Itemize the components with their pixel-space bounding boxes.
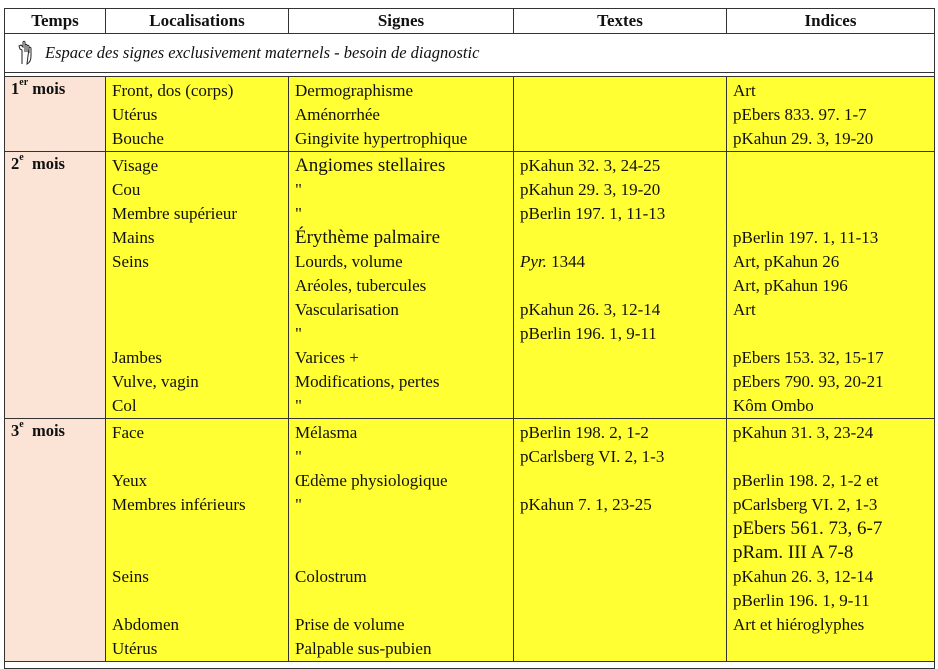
indice bbox=[733, 178, 928, 202]
texte bbox=[520, 226, 720, 250]
signe: Œdème physiologique bbox=[295, 471, 448, 490]
texte bbox=[520, 517, 720, 541]
month-row-2 bbox=[5, 152, 935, 419]
localisation: Face bbox=[112, 423, 145, 442]
localisation: Col bbox=[112, 396, 137, 415]
month-row-3 bbox=[5, 419, 935, 662]
texte: pCarlsberg VI. 2, 1-3 bbox=[520, 447, 665, 466]
note-text: Espace des signes exclusivement maternels - besoin de diagnostic bbox=[45, 43, 480, 62]
header-signes: Signes bbox=[289, 9, 514, 34]
textes-cell bbox=[514, 77, 727, 152]
texte bbox=[520, 79, 720, 103]
texte-pyr bbox=[520, 250, 720, 274]
localisation bbox=[112, 517, 282, 541]
localisation: Cou bbox=[112, 180, 141, 199]
signe: " bbox=[295, 204, 302, 223]
header-temps: Temps bbox=[5, 9, 106, 34]
note bbox=[5, 34, 934, 72]
texte-pyr-abbr: Pyr. bbox=[520, 252, 547, 271]
texte: pBerlin 198. 2, 1-2 bbox=[520, 423, 649, 442]
localisation: Visage bbox=[112, 156, 159, 175]
localisation: Abdomen bbox=[112, 615, 180, 634]
localisation bbox=[112, 322, 282, 346]
texte-pyr-number: 1344 bbox=[546, 252, 586, 271]
indice: pKahun 26. 3, 12-14 bbox=[733, 567, 874, 586]
localisation: Seins bbox=[112, 567, 149, 586]
temps-cell bbox=[5, 77, 106, 152]
indice: pBerlin 196. 1, 9-11 bbox=[733, 591, 870, 610]
indice: pEbers 833. 97. 1-7 bbox=[733, 105, 867, 124]
localisation: Membre supérieur bbox=[112, 204, 238, 223]
localisation bbox=[112, 541, 282, 565]
indice bbox=[733, 322, 928, 346]
signes-cell bbox=[289, 419, 514, 662]
indice: pKahun 29. 3, 19-20 bbox=[733, 129, 874, 148]
header-localisations: Localisations bbox=[106, 9, 289, 34]
localisation: Seins bbox=[112, 252, 149, 271]
month-word: mois bbox=[32, 79, 66, 98]
indice: pEbers 561. 73, 6-7 bbox=[733, 518, 883, 539]
indice: pKahun 31. 3, 23-24 bbox=[733, 423, 874, 442]
signs-table bbox=[4, 8, 935, 669]
localisation: Jambes bbox=[112, 348, 163, 367]
indice: Art, pKahun 26 bbox=[733, 252, 840, 271]
localisation bbox=[112, 445, 282, 469]
signe: Palpable sus-pubien bbox=[295, 639, 432, 658]
temps-cell bbox=[5, 152, 106, 419]
signe: Angiomes stellaires bbox=[295, 155, 446, 176]
indice bbox=[733, 445, 928, 469]
localisation bbox=[112, 589, 282, 613]
signe: Vascularisation bbox=[295, 300, 399, 319]
texte: pKahun 26. 3, 12-14 bbox=[520, 300, 661, 319]
signe: " bbox=[295, 180, 302, 199]
localisation: Utérus bbox=[112, 639, 158, 658]
header-row bbox=[5, 9, 935, 34]
indice bbox=[733, 637, 928, 661]
signe: Érythème palmaire bbox=[295, 227, 441, 248]
temps-cell bbox=[5, 419, 106, 662]
texte bbox=[520, 469, 720, 493]
localisation: Vulve, vagin bbox=[112, 372, 199, 391]
month-row-1 bbox=[5, 77, 935, 152]
indice bbox=[733, 154, 928, 178]
month-sup: e bbox=[19, 419, 24, 430]
month-number: 1 bbox=[11, 79, 20, 98]
localisation: Yeux bbox=[112, 471, 148, 490]
indices-cell bbox=[727, 152, 935, 419]
pointing-hand-icon bbox=[15, 40, 35, 66]
signes-cell bbox=[289, 77, 514, 152]
localisations-cell bbox=[106, 77, 289, 152]
signe bbox=[295, 541, 507, 565]
indice: pRam. III A 7-8 bbox=[733, 542, 854, 563]
trailing-row bbox=[5, 662, 935, 669]
month-number: 3 bbox=[11, 421, 20, 440]
signe bbox=[295, 589, 507, 613]
indice: pBerlin 197. 1, 11-13 bbox=[733, 228, 879, 247]
signes-cell bbox=[289, 152, 514, 419]
texte: pKahun 29. 3, 19-20 bbox=[520, 180, 661, 199]
signe: Aménorrhée bbox=[295, 105, 380, 124]
month-number: 2 bbox=[11, 154, 20, 173]
signe: Dermographisme bbox=[295, 81, 414, 100]
signe: Lourds, volume bbox=[295, 252, 403, 271]
note-row bbox=[5, 34, 935, 73]
texte bbox=[520, 274, 720, 298]
texte bbox=[520, 127, 720, 151]
signe: " bbox=[295, 447, 302, 466]
signe: Gingivite hypertrophique bbox=[295, 129, 468, 148]
textes-cell bbox=[514, 419, 727, 662]
textes-cell bbox=[514, 152, 727, 419]
texte bbox=[520, 346, 720, 370]
indice bbox=[733, 202, 928, 226]
indice: Kôm Ombo bbox=[733, 396, 814, 415]
header-indices: Indices bbox=[727, 9, 935, 34]
indice: Art, pKahun 196 bbox=[733, 276, 848, 295]
localisations-cell bbox=[106, 419, 289, 662]
indices-cell bbox=[727, 77, 935, 152]
localisation: Mains bbox=[112, 228, 155, 247]
signe: Varices + bbox=[295, 348, 359, 367]
localisation bbox=[112, 298, 282, 322]
localisation bbox=[112, 274, 282, 298]
localisation: Front, dos (corps) bbox=[112, 81, 234, 100]
signe: " bbox=[295, 495, 302, 514]
signe: Modifications, pertes bbox=[295, 372, 440, 391]
texte: pBerlin 197. 1, 11-13 bbox=[520, 204, 666, 223]
month-word: mois bbox=[31, 421, 65, 440]
texte bbox=[520, 589, 720, 613]
month-sup: e bbox=[19, 152, 24, 163]
header-textes: Textes bbox=[514, 9, 727, 34]
localisation: Membres inférieurs bbox=[112, 495, 246, 514]
texte bbox=[520, 103, 720, 127]
indice: pBerlin 198. 2, 1-2 et bbox=[733, 471, 879, 490]
indice: pCarlsberg VI. 2, 1-3 bbox=[733, 495, 878, 514]
signe: Prise de volume bbox=[295, 615, 405, 634]
signe: Colostrum bbox=[295, 567, 367, 586]
localisation: Bouche bbox=[112, 129, 164, 148]
indice: pEbers 153. 32, 15-17 bbox=[733, 348, 884, 367]
indice: Art bbox=[733, 300, 756, 319]
signe: Aréoles, tubercules bbox=[295, 276, 427, 295]
localisation: Utérus bbox=[112, 105, 158, 124]
month-sup: er bbox=[19, 77, 29, 88]
indice: pEbers 790. 93, 20-21 bbox=[733, 372, 884, 391]
texte: pKahun 7. 1, 23-25 bbox=[520, 495, 652, 514]
texte bbox=[520, 613, 720, 637]
texte: pKahun 32. 3, 24-25 bbox=[520, 156, 661, 175]
texte bbox=[520, 394, 720, 418]
signe bbox=[295, 517, 507, 541]
indice: Art bbox=[733, 81, 756, 100]
signe: " bbox=[295, 396, 302, 415]
texte bbox=[520, 541, 720, 565]
texte: pBerlin 196. 1, 9-11 bbox=[520, 324, 657, 343]
signe: " bbox=[295, 324, 302, 343]
month-word: mois bbox=[31, 154, 65, 173]
indices-cell bbox=[727, 419, 935, 662]
texte bbox=[520, 565, 720, 589]
signe: Mélasma bbox=[295, 423, 358, 442]
texte bbox=[520, 637, 720, 661]
texte bbox=[520, 370, 720, 394]
localisations-cell bbox=[106, 152, 289, 419]
indice: Art et hiéroglyphes bbox=[733, 615, 865, 634]
